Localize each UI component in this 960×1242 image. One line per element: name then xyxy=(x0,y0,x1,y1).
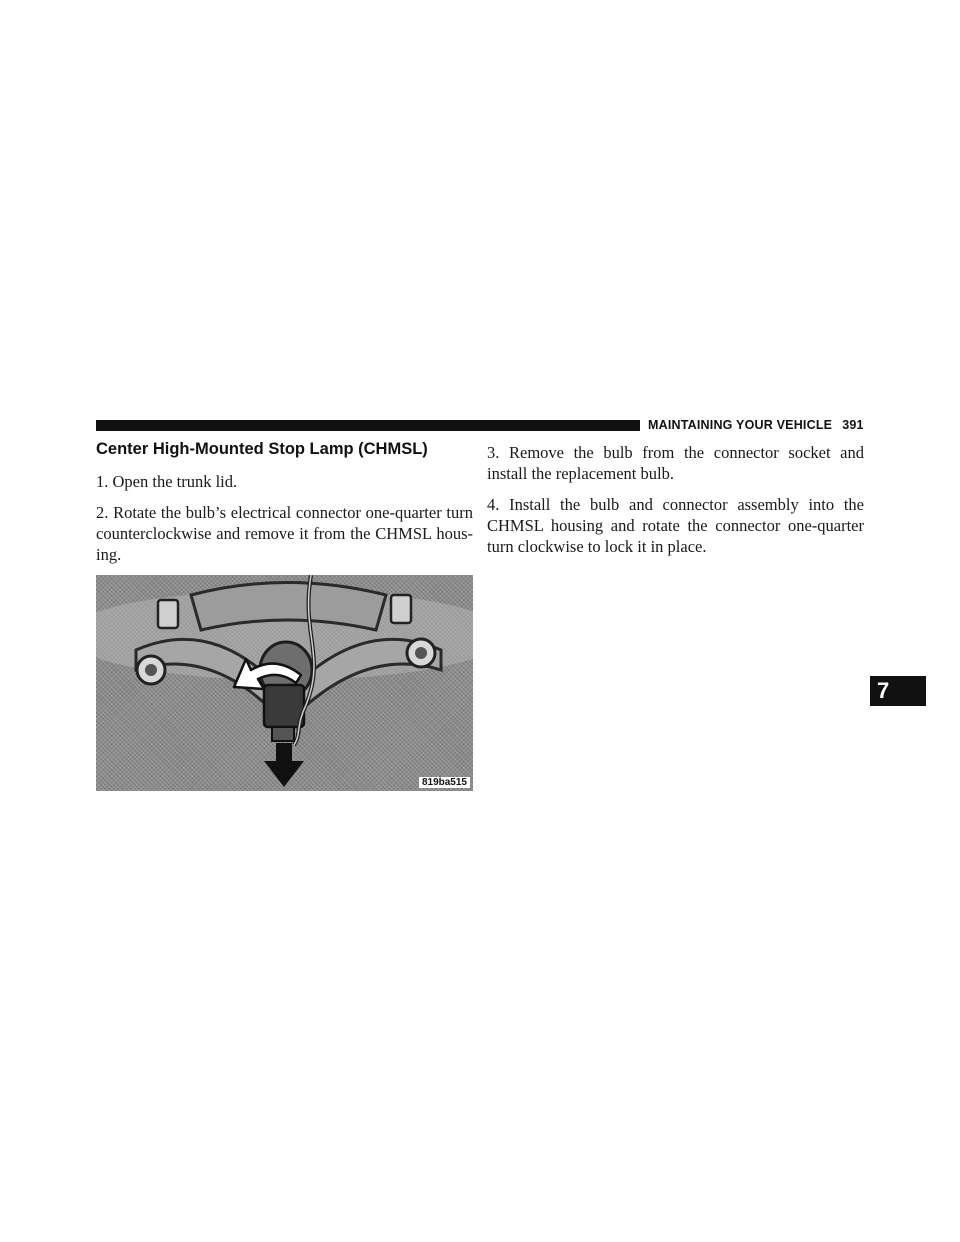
running-header xyxy=(648,418,864,432)
header-section-title: MAINTAINING YOUR VEHICLE xyxy=(648,418,833,432)
step-3: 3. Remove the bulb from the connector socket and install the replacement bulb. xyxy=(487,443,864,483)
chapter-tab xyxy=(870,676,926,706)
step-2: 2. Rotate the bulb’s electrical connector one-quarter turn counterclockwise and remove it from the CHMSL hous-ing. xyxy=(96,503,473,564)
step-4: 4. Install the bulb and connector assembly into the CHMSL housing and rotate the connector one-quarter turn clockwise to lock it in place. xyxy=(487,495,864,556)
chapter-number: 7 xyxy=(877,678,890,703)
step-1: 1. Open the trunk lid. xyxy=(96,472,238,491)
header-rule xyxy=(96,420,640,431)
section-title: Center High-Mounted Stop Lamp (CHMSL) xyxy=(96,440,428,458)
figure-code-label: 819ba515 xyxy=(419,777,470,788)
chmsl-figure xyxy=(96,575,473,791)
down-arrow-icon xyxy=(264,743,304,787)
page-number: 391 xyxy=(842,418,864,432)
chmsl-illustration xyxy=(96,575,473,791)
left-column xyxy=(96,440,473,791)
right-column xyxy=(487,440,864,567)
